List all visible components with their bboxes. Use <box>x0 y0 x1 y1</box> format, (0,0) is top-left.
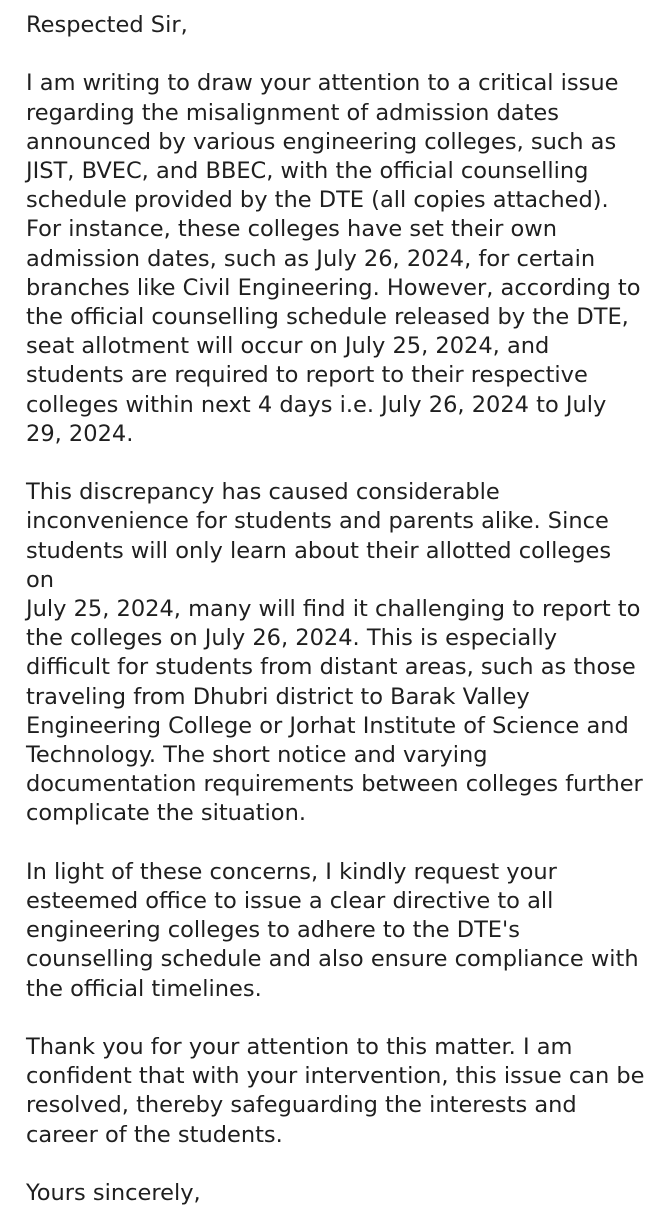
paragraph-thanks: Thank you for your attention to this matter. I am confident that with your intervention, this issue can be resolved, thereby safeguarding the interests and career of the students. <box>26 1034 645 1148</box>
closing: Yours sincerely, <box>26 1180 201 1207</box>
letter-body <box>26 11 646 1208</box>
paragraph-request: In light of these concerns, I kindly request your esteemed office to issue a clear directive to all engineering colleges to adhere to the DTE's counselling schedule and also ensure compliance with the official timelines. <box>26 858 639 1002</box>
paragraph-discrepancy: This discrepancy has caused considerable inconvenience for students and parents alike. Since students will only learn about their allotted colleges on July 25, 2024, many will find it challenging to report to the colleges on July 26, 2024. This is especially difficult for students from distant areas, such as those traveling from Dhubri district to Barak Valley Engineering College or Jorhat Institute of Science and Technology. The short notice and varying documentation requirements between colleges further complicate the situation. <box>26 479 643 827</box>
paragraph-issue: I am writing to draw your attention to a critical issue regarding the misalignment of admission dates announced by various engineering colleges, such as JIST, BVEC, and BBEC, with the official counselling schedule provided by the DTE (all copies attached). For instance, these colleges have set their own admission dates, such as July 26, 2024, for certain branches like Civil Engineering. However, according to the official counselling schedule released by the DTE, seat allotment will occur on July 25, 2024, and students are required to report to their respective colleges within next 4 days i.e. July 26, 2024 to July 29, 2024. <box>26 70 641 447</box>
salutation: Respected Sir, <box>26 12 188 38</box>
